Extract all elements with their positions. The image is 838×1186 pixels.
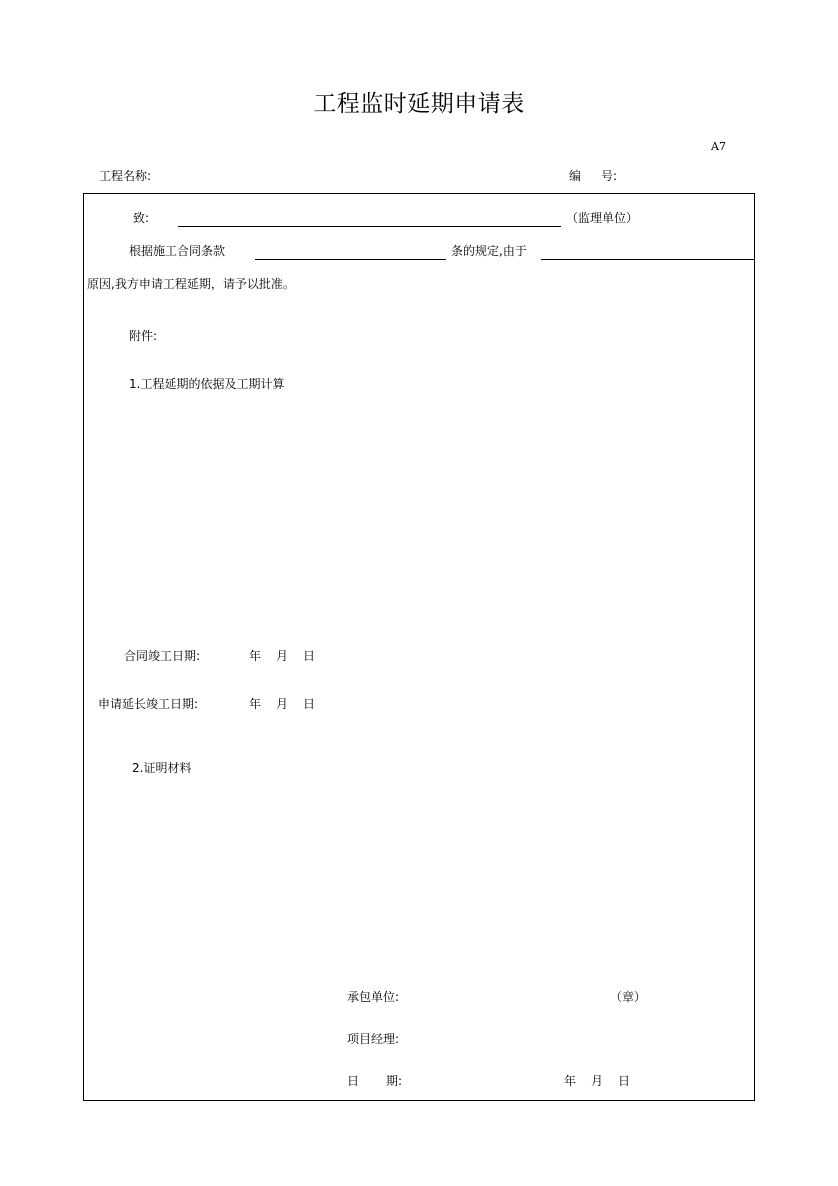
form-frame <box>83 193 755 1101</box>
extended-completion-label: 申请延长竣工日期: <box>98 697 199 711</box>
footer-date-label-b: 期: <box>386 1074 403 1088</box>
clause-rule-label: 条的规定,由于 <box>451 244 527 258</box>
contract-clause-label: 根据施工合同条款 <box>129 244 226 258</box>
number-label <box>569 170 617 182</box>
date-day: 日 <box>303 649 316 663</box>
footer-month: 月 <box>591 1074 604 1088</box>
supervisor-unit-label: （监理单位） <box>566 211 639 225</box>
number-label-b: 号: <box>601 169 618 183</box>
date-year: 年 <box>249 697 262 711</box>
date-month: 月 <box>276 697 289 711</box>
reason-field[interactable] <box>541 259 755 260</box>
contract-completion-label: 合同竣工日期: <box>124 649 201 663</box>
project-name-label: 工程名称: <box>99 169 152 183</box>
form-code: A7 <box>711 140 726 153</box>
number-label-a: 编 <box>569 169 582 183</box>
contractor-label: 承包单位: <box>347 990 400 1004</box>
to-label: 致: <box>133 211 150 225</box>
date-day: 日 <box>303 697 316 711</box>
footer-date-value <box>564 1075 630 1087</box>
contract-completion-date <box>249 650 315 662</box>
contract-clause-field[interactable] <box>255 259 446 260</box>
footer-date-label-a: 日 <box>347 1074 360 1088</box>
date-month: 月 <box>276 649 289 663</box>
project-manager-label: 项目经理: <box>347 1032 400 1046</box>
reason-text: 原因,我方申请工程延期，请予以批准。 <box>87 277 295 291</box>
date-year: 年 <box>249 649 262 663</box>
seal-label: （章） <box>610 990 647 1004</box>
attachment-item-2: 2.证明材料 <box>132 761 192 775</box>
extended-completion-date <box>249 698 315 710</box>
form-title: 工程监时延期申请表 <box>313 91 525 117</box>
to-recipient-field[interactable] <box>178 226 561 227</box>
footer-date-label <box>347 1075 402 1087</box>
attachments-label: 附件: <box>129 329 158 343</box>
footer-year: 年 <box>564 1074 577 1088</box>
footer-day: 日 <box>618 1074 631 1088</box>
attachment-item-1: 1.工程延期的依据及工期计算 <box>129 377 285 391</box>
